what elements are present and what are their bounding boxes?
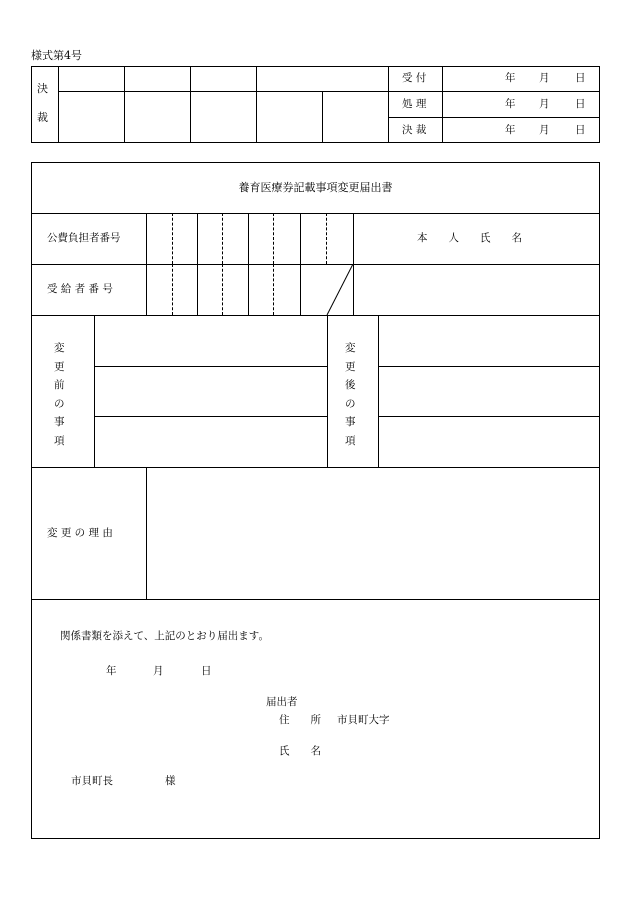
receipt-month: 月	[539, 72, 550, 84]
address-label: 住 所	[279, 714, 321, 726]
after-field-1[interactable]	[379, 316, 599, 365]
reason-field[interactable]	[147, 468, 599, 598]
submit-date-year: 年	[106, 665, 117, 677]
declaration-statement: 関係書類を添えて、上記のとおり届出ます。	[60, 630, 269, 642]
addressee: 市貝町長	[71, 775, 113, 787]
after-field-3[interactable]	[379, 417, 599, 466]
person-name-label: 本 人 氏 名	[417, 232, 522, 244]
processing-label: 処 理	[402, 98, 427, 110]
before-change-label: 変 更 前 の 事 項	[54, 342, 65, 447]
decision-year: 年	[505, 124, 516, 136]
approval-label-ketsu: 決	[37, 82, 48, 95]
approval-label-sai: 裁	[37, 111, 48, 124]
decision-month: 月	[539, 124, 550, 136]
name-label: 氏 名	[279, 745, 321, 757]
form-number: 様式第4号	[31, 49, 82, 62]
address-value: 市貝町大字	[337, 714, 390, 726]
before-field-3[interactable]	[95, 417, 326, 466]
honorific: 様	[165, 775, 176, 787]
form-title: 養育医療券記載事項変更届出書	[238, 181, 393, 194]
processing-year: 年	[505, 98, 516, 110]
after-change-label: 変 更 後 の 事 項	[345, 342, 356, 447]
person-name-field[interactable]	[354, 265, 599, 314]
receipt-day: 日	[575, 72, 586, 84]
submit-date-day: 日	[201, 665, 212, 677]
receipt-label: 受 付	[402, 72, 427, 84]
notifier-label: 届出者	[266, 696, 298, 708]
processing-day: 日	[575, 98, 586, 110]
decision-label: 決 裁	[402, 124, 427, 136]
before-field-1[interactable]	[95, 316, 326, 365]
public-burden-label: 公費負担者番号	[47, 232, 121, 244]
address-field[interactable]	[395, 711, 585, 729]
name-field[interactable]	[337, 742, 585, 760]
processing-month: 月	[539, 98, 550, 110]
recipient-number-label: 受 給 者 番 号	[47, 283, 113, 295]
diagonal-slash	[326, 264, 354, 316]
submit-date-month: 月	[153, 665, 164, 677]
receipt-year: 年	[505, 72, 516, 84]
before-field-2[interactable]	[95, 367, 326, 415]
after-field-2[interactable]	[379, 367, 599, 415]
reason-label: 変 更 の 理 由	[47, 527, 113, 539]
decision-day: 日	[575, 124, 586, 136]
